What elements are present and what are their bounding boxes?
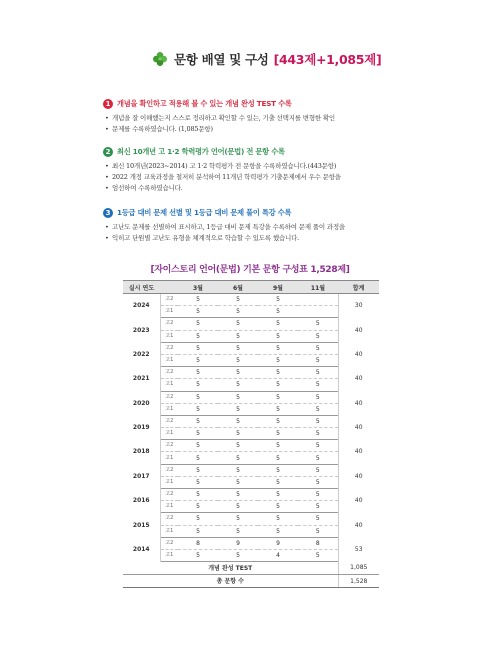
- count-cell: 5: [218, 379, 258, 391]
- count-cell: 5: [258, 342, 298, 354]
- count-cell: 5: [218, 489, 258, 501]
- header-june: 6월: [218, 281, 258, 294]
- count-cell: 5: [298, 525, 338, 537]
- section-title: 최신 10개년 고 1·2 학력평가 언어(문법) 전 문항 수록: [117, 147, 285, 156]
- grade-cell: 고2: [160, 391, 178, 403]
- count-cell: 5: [178, 342, 218, 354]
- count-cell: 5: [218, 330, 258, 342]
- section-recent-exams: [103, 146, 403, 194]
- year-cell: 2023: [123, 318, 160, 342]
- count-cell: 5: [178, 428, 218, 440]
- grade-cell: 고2: [160, 318, 178, 330]
- total-cell: 40: [338, 318, 379, 342]
- count-cell: 5: [218, 403, 258, 415]
- year-cell: 2016: [123, 489, 160, 513]
- count-cell: 5: [178, 367, 218, 379]
- count-cell: 5: [178, 354, 218, 366]
- count-cell: 5: [298, 476, 338, 488]
- count-cell: 5: [258, 318, 298, 330]
- total-cell: 30: [338, 294, 379, 318]
- count-cell: 5: [298, 440, 338, 452]
- count-cell: 5: [258, 294, 298, 306]
- footer-label: 개념 완성 TEST: [123, 562, 338, 575]
- count-cell: 5: [258, 330, 298, 342]
- count-cell: 5: [298, 501, 338, 513]
- grade-cell: 고2: [160, 342, 178, 354]
- count-cell: 5: [258, 306, 298, 318]
- grade-cell: 고2: [160, 489, 178, 501]
- year-cell: 2022: [123, 342, 160, 366]
- count-cell: 5: [298, 489, 338, 501]
- section-bullet-continued: • 문제를 수록하였습니다. (1,085문항): [103, 124, 403, 135]
- count-cell: 5: [258, 513, 298, 525]
- total-cell: 40: [338, 391, 379, 415]
- year-cell: 2018: [123, 440, 160, 464]
- header-september: 9월: [258, 281, 298, 294]
- total-cell: 40: [338, 489, 379, 513]
- count-cell: 4: [258, 549, 298, 561]
- grade-cell: 고2: [160, 367, 178, 379]
- count-cell: 5: [258, 403, 298, 415]
- count-cell: 5: [178, 525, 218, 537]
- grade-cell: 고1: [160, 306, 178, 318]
- grade-cell: 고2: [160, 440, 178, 452]
- title-count: [443제+1,085제]: [273, 52, 382, 67]
- header-november: 11월: [298, 281, 338, 294]
- section-title: 1등급 대비 문제 선별 및 1등급 대비 문제 풀이 특강 수록: [117, 208, 292, 217]
- count-cell: 5: [298, 549, 338, 561]
- count-cell: 5: [218, 501, 258, 513]
- count-cell: [298, 306, 338, 318]
- count-cell: 5: [258, 367, 298, 379]
- year-cell: 2021: [123, 367, 160, 391]
- grade-cell: 고1: [160, 476, 178, 488]
- grade-cell: 고2: [160, 537, 178, 549]
- section-bullet-continued: • 엄선하여 수록하였습니다.: [103, 183, 403, 194]
- grade-cell: 고1: [160, 379, 178, 391]
- count-cell: 5: [258, 428, 298, 440]
- table-footer-row: [123, 575, 379, 588]
- count-cell: 5: [218, 549, 258, 561]
- year-cell: 2024: [123, 294, 160, 318]
- count-cell: 5: [218, 342, 258, 354]
- clover-icon: [152, 51, 168, 67]
- grade-cell: 고2: [160, 294, 178, 306]
- count-cell: 5: [178, 318, 218, 330]
- count-cell: 5: [218, 391, 258, 403]
- count-cell: 5: [298, 330, 338, 342]
- count-cell: 5: [258, 391, 298, 403]
- count-cell: 5: [178, 476, 218, 488]
- table-row: [123, 415, 379, 427]
- count-cell: 5: [218, 464, 258, 476]
- count-cell: 5: [298, 367, 338, 379]
- count-cell: 5: [218, 476, 258, 488]
- count-cell: 5: [218, 306, 258, 318]
- table-row: [123, 318, 379, 330]
- count-cell: 5: [218, 318, 258, 330]
- count-cell: 5: [298, 379, 338, 391]
- year-cell: 2017: [123, 464, 160, 488]
- total-cell: 40: [338, 464, 379, 488]
- grade-cell: 고1: [160, 354, 178, 366]
- count-cell: 5: [178, 489, 218, 501]
- count-cell: 5: [178, 415, 218, 427]
- table-row: [123, 367, 379, 379]
- total-cell: 40: [338, 440, 379, 464]
- section-number-badge: 2: [103, 147, 113, 157]
- header-grade: [160, 281, 178, 294]
- year-cell: 2020: [123, 391, 160, 415]
- count-cell: 5: [178, 379, 218, 391]
- count-cell: 5: [298, 513, 338, 525]
- grade-cell: 고1: [160, 428, 178, 440]
- count-cell: 5: [258, 452, 298, 464]
- year-cell: 2015: [123, 513, 160, 537]
- count-cell: 5: [178, 501, 218, 513]
- footer-value: 1,085: [338, 562, 379, 575]
- table-row: [123, 537, 379, 549]
- count-cell: 5: [178, 330, 218, 342]
- section-title: 개념을 확인하고 적용해 볼 수 있는 개념 완성 TEST 수록: [117, 99, 292, 108]
- count-cell: 5: [178, 294, 218, 306]
- table-footer-row: [123, 562, 379, 575]
- total-cell: 53: [338, 537, 379, 561]
- table-row: [123, 342, 379, 354]
- count-cell: 5: [218, 354, 258, 366]
- count-cell: 5: [218, 440, 258, 452]
- header-total: 합계: [338, 281, 379, 294]
- section-bullet: • 2022 개정 교육과정을 철저히 분석하여 11개년 학력평가 기출문제에서 우수 문항을: [103, 172, 403, 183]
- count-cell: 8: [178, 537, 218, 549]
- count-cell: 5: [258, 415, 298, 427]
- count-cell: 5: [178, 452, 218, 464]
- count-cell: 5: [258, 440, 298, 452]
- count-cell: 5: [178, 549, 218, 561]
- count-cell: 5: [218, 513, 258, 525]
- count-cell: 5: [218, 428, 258, 440]
- title-main: 문항 배열 및 구성: [174, 52, 269, 67]
- count-cell: 5: [218, 367, 258, 379]
- table-row: [123, 513, 379, 525]
- count-cell: 5: [298, 452, 338, 464]
- grade-cell: 고1: [160, 549, 178, 561]
- count-cell: 5: [298, 342, 338, 354]
- table-row: [123, 294, 379, 306]
- section-bullet: • 개념을 잘 이해했는지 스스로 정리하고 확인할 수 있는, 기출 선택지를 변형한 확인: [103, 113, 403, 124]
- section-top-grade: [103, 207, 403, 244]
- table-row: [123, 440, 379, 452]
- table-row: [123, 464, 379, 476]
- count-cell: 5: [298, 428, 338, 440]
- question-composition-table: [123, 280, 379, 588]
- section-concept-test: [103, 98, 403, 135]
- count-cell: 5: [218, 294, 258, 306]
- count-cell: 5: [178, 403, 218, 415]
- count-cell: 5: [258, 476, 298, 488]
- count-cell: 5: [178, 464, 218, 476]
- header-march: 3월: [178, 281, 218, 294]
- count-cell: 5: [258, 379, 298, 391]
- section-number-badge: 3: [103, 208, 113, 218]
- total-cell: 40: [338, 513, 379, 537]
- grade-cell: 고2: [160, 464, 178, 476]
- count-cell: 5: [178, 306, 218, 318]
- count-cell: [298, 294, 338, 306]
- count-cell: 5: [218, 452, 258, 464]
- count-cell: 5: [258, 354, 298, 366]
- footer-value: 1,528: [338, 575, 379, 588]
- table-body: [123, 294, 379, 588]
- table-header-row: [123, 281, 379, 294]
- header-year: 실시 연도: [123, 281, 160, 294]
- grade-cell: 고1: [160, 525, 178, 537]
- count-cell: 5: [298, 415, 338, 427]
- count-cell: 5: [258, 501, 298, 513]
- count-cell: 5: [218, 525, 258, 537]
- count-cell: 5: [178, 440, 218, 452]
- count-cell: 5: [258, 525, 298, 537]
- table-title: [자이스토리 언어(문법) 기본 문항 구성표 1,528제]: [150, 265, 350, 275]
- count-cell: 5: [258, 489, 298, 501]
- count-cell: 5: [298, 464, 338, 476]
- section-number-badge: 1: [103, 99, 113, 109]
- grade-cell: 고1: [160, 501, 178, 513]
- count-cell: 5: [178, 391, 218, 403]
- count-cell: 9: [258, 537, 298, 549]
- grade-cell: 고1: [160, 330, 178, 342]
- count-cell: 5: [298, 318, 338, 330]
- page-title: [152, 50, 381, 68]
- count-cell: 5: [298, 391, 338, 403]
- grade-cell: 고2: [160, 513, 178, 525]
- grade-cell: 고1: [160, 403, 178, 415]
- total-cell: 40: [338, 342, 379, 366]
- count-cell: 5: [298, 403, 338, 415]
- year-cell: 2014: [123, 537, 160, 561]
- section-bullet: • 고난도 문제를 선별하여 표시하고, 1등급 대비 문제 특강을 수록하여 문제 풀이 과정을: [103, 222, 403, 233]
- total-cell: 40: [338, 415, 379, 439]
- table-row: [123, 391, 379, 403]
- grade-cell: 고2: [160, 415, 178, 427]
- total-cell: 40: [338, 367, 379, 391]
- count-cell: 9: [218, 537, 258, 549]
- count-cell: 8: [298, 537, 338, 549]
- count-cell: 5: [258, 464, 298, 476]
- year-cell: 2019: [123, 415, 160, 439]
- count-cell: 5: [218, 415, 258, 427]
- count-cell: 5: [178, 513, 218, 525]
- count-cell: 5: [298, 354, 338, 366]
- section-bullet-continued: • 익히고 단원별 고난도 유형을 체계적으로 학습할 수 있도록 했습니다.: [103, 233, 403, 244]
- section-bullet: • 최신 10개년(2023~2014) 고 1·2 학력평가 전 문항을 수록하였습니다.(443문항): [103, 161, 403, 172]
- grade-cell: 고1: [160, 452, 178, 464]
- table-row: [123, 489, 379, 501]
- footer-label: 총 문항 수: [123, 575, 338, 588]
